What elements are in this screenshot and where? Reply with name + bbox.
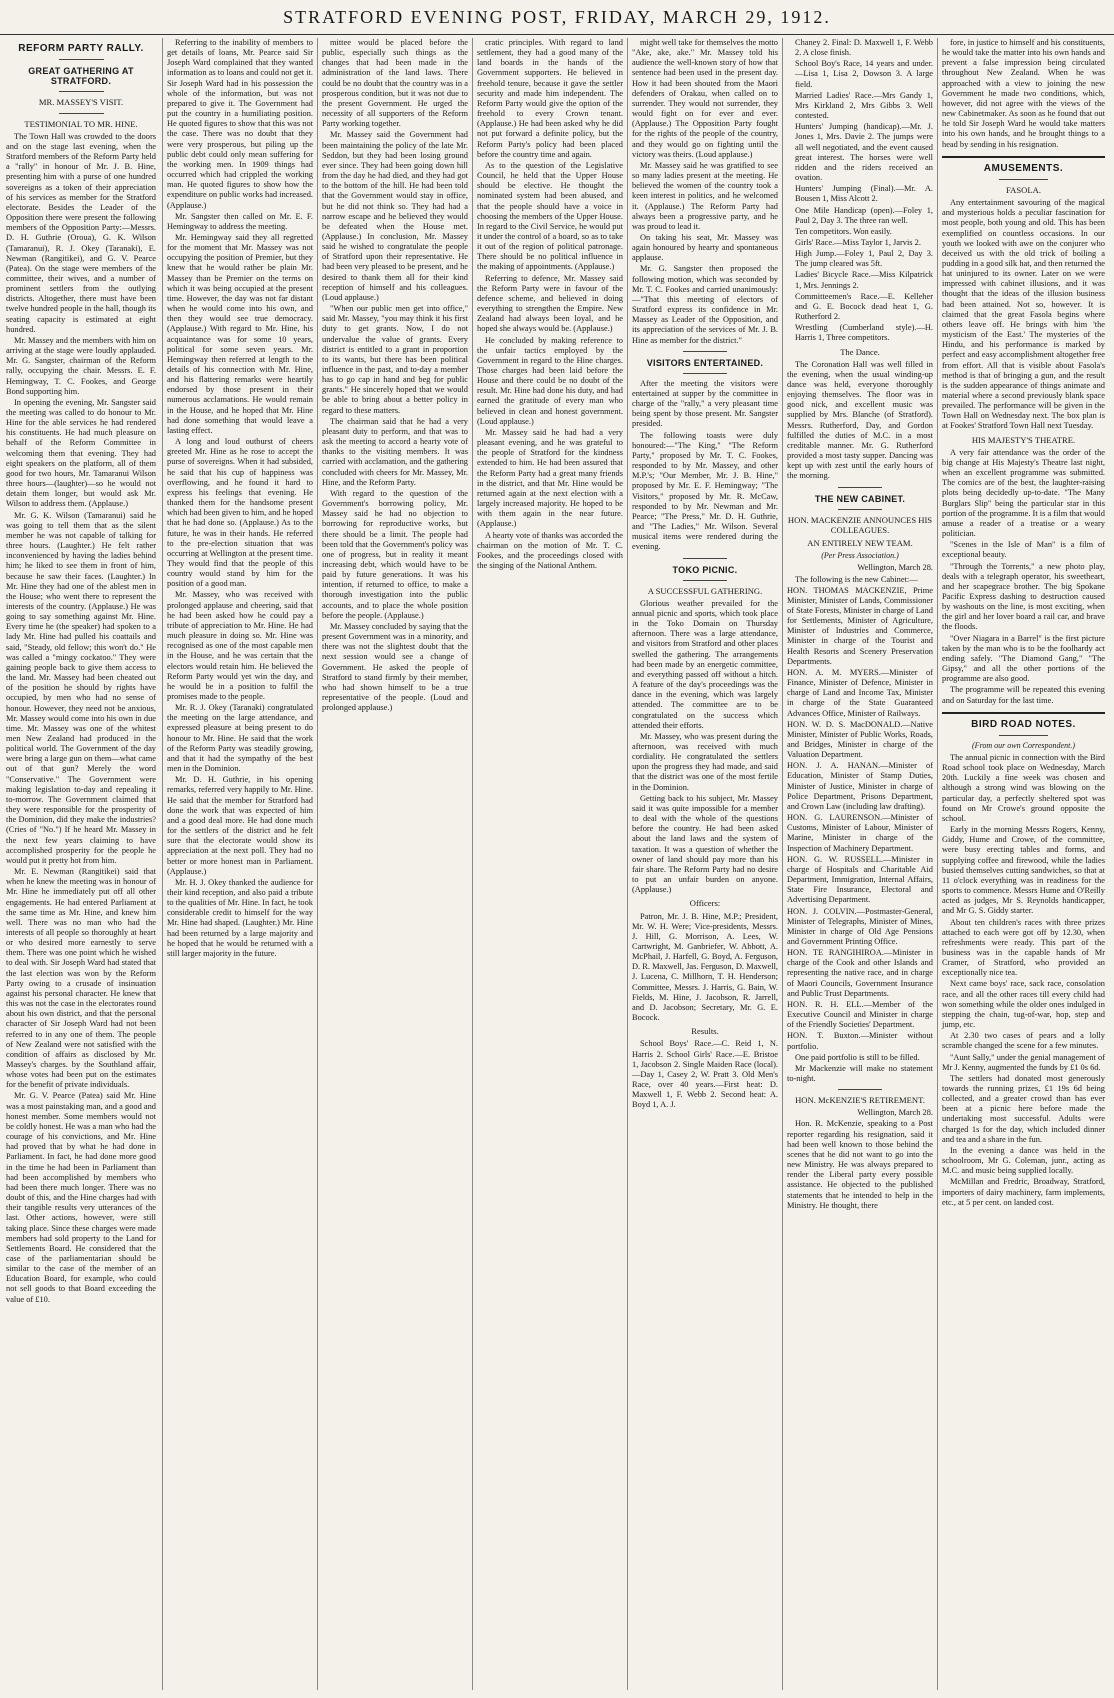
minister-entry: HON. THOMAS MACKENZIE, Prime Minister, Minister of Lands, Commissioner of State Forests, Minister in charge of Land for Settlements, Minister of Agriculture, Minister of Industries and Commerce, Minister in charge of the Tourist and Health Resorts and Scenery Preservation Departments. (787, 585, 933, 666)
minister-entry: HON. J. COLVIN.—Postmaster-General, Minister of Telegraphs, Minister of Mines, Minister in charge of Old Age Pensions and Government Printing Office. (787, 906, 933, 946)
paragraph: Mr. Sangster then called on Mr. E. F. Hemingway to address the meeting. (167, 211, 313, 231)
divider (683, 351, 727, 352)
divider (683, 580, 727, 581)
result-item: Married Ladies' Race.—Mrs Gandy 1, Mrs Kirkland 2, Mrs Gibbs 3. Well contested. (795, 90, 933, 121)
dateline: Wellington, March 28. (857, 1108, 933, 1118)
divider (942, 712, 1105, 714)
column-6 (782, 38, 937, 1690)
result-item: Wrestling (Cumberland style).—H. Harris 1, Three competitors. (795, 323, 933, 343)
result-item: Chaney 2. Final: D. Maxwell 1, F. Webb 2. A close finish. (795, 38, 933, 58)
minister-entry: HON. G. LAURENSON.—Minister of Customs, Minister of Labour, Minister of Marine, Minister in charge of the Inspection of Machinery Department. (787, 813, 933, 853)
paragraph: fore, in justice to himself and his constituents, he would take the matter into his own hands and prevent a false impression being circulated throughout New Zealand. When he was approached with a view to joining the new Government he made two conditions, which, however, did not agree with the views of the new Cabinetmaker. As soon as he found that out he told Sir Joseph Ward he would take matters into his own hands, and he brought things to a head by sending in his resignation. (942, 38, 1105, 149)
column-1 (6, 38, 160, 1690)
paragraph: Mr. Massey said the Government had been maintaining the policy of the late Mr. Seddon, but they had been losing ground ever since. They had been going down hill from the day he had died, and they had got to the bottom of the hill. He had been told that the Government would stay in office, but he did not think so. They had had a narrow escape and he believed they would be defeated when the House met. (Applause.) In conclusion, Mr. Massey said he wished to congratulate the people of Stratford upon their representative. He had been very pleased to be present, and he desired to thank them all for their kind reception of himself and his colleagues. (Loud applause.) (322, 130, 468, 302)
paragraph: "Over Niagara in a Barrel" is the first picture taken by the man who is to be the foolhardy act ending safely. "The Diamond Gang," "The Gipsy," and all the other portions of the programme are also good. (942, 633, 1105, 684)
visitors-heading: VISITORS ENTERTAINED. (646, 357, 764, 368)
paragraph: "When our public men get into office," said Mr. Massey, "you may think it his first duty to get grants. Now, I do not undervalue the value of grants. Every district is entitled to a grant in proportion to its wants, but there has been political influence in the past, and to-day a member has to go cap in hand and beg for public grants." He sincerely hoped that we would be able to bring about a better policy in regard to these matters. (322, 304, 468, 415)
paragraph: On taking his seat, Mr. Massey was again honoured by hearty and spontaneous applause. (632, 232, 778, 263)
result-item: Ladies' Bicycle Race.—Miss Kilpatrick 1, Mrs. Jennings 2. (795, 270, 933, 290)
column-3 (317, 38, 472, 1690)
cabinet-heading: THE NEW CABINET. (814, 493, 906, 504)
paragraph: Mr. Massey and the members with him on arriving at the stage were loudly applauded. Mr. G. Sangster, chairman of the Reform rally, occupying the chair. Messrs. E. F. Hemingway, T. C. Fookes, and George Bond supporting him. (6, 335, 156, 396)
result-item: School Boy's Race, 14 years and under.—Lisa 1, Lisa 2, Dowson 3. A large field. (795, 59, 933, 89)
paragraph: Mr. Massey said he was gratified to see so many ladies present at the meeting. He believed the women of the country took a keen interest in politics, and he welcomed it. (Applause.) The Reform Party had always been a progressive party, and he was proud to lead it. (632, 160, 778, 231)
divider (683, 558, 727, 559)
result-item: Ten competitors. Won easily. (795, 226, 892, 236)
paragraph: One paid portfolio is still to be filled. (795, 1052, 920, 1062)
result-item: Girls' Race.—Miss Taylor 1, Jarvis 2. (795, 237, 921, 247)
paragraph: As to the question of the Legislative Council, he held that the Upper House should be elective. He thought the nominated system had been abused, and that the people should have a voice in choosing the members of the Upper House. In regard to the Civil Service, he would put it under the control of a board, so as to take it out of the region of political patronage. There should be no political influence in the making of appointments. (Applause.) (477, 160, 623, 272)
result-item: Hunters' Jumping (Final).—Mr. A. Bousen 1, Miss Alcott 2. (795, 184, 933, 204)
paragraph: mittee would be placed before the public, especially such things as the changes that had been made in the administration of the land laws. There could be no doubt that the country was in a prosperous condition, but it was not due to the present Government. He urged the necessity of all supporters of the Reform Party working together. (322, 38, 468, 129)
reform-sub2: MR. MASSEY'S VISIT. (38, 97, 124, 108)
minister-entry: HON. T. Buxton.—Minister without portfolio. (787, 1031, 933, 1051)
paragraph: In the evening a dance was held in the schoolroom, Mr G. Coleman, junr., acting as M.C. and music being supplied locally. (942, 1145, 1105, 1176)
paragraph: might well take for themselves the motto "Ake, ake, ake." Mr. Massey told his audience the well-known story of how that sentence had been used in the present day. How it had been shouted from the Maori defenders of Orakau, when called on to surrender. They would not surrender, they would fight on for ever and ever. (Applause.) The Opposition Party fought for the rights of the people of the country, and they would go on fighting until the victory was theirs. (Loud applause.) (632, 38, 778, 159)
toko-subheading: A SUCCESSFUL GATHERING. (647, 585, 763, 596)
paragraph: The annual picnic in connection with the Bird Road school took place on Wednesday, March 20th. Luckily a fine week was chosen and although a strong wind was blowing on the particular day, a perfectly sheltered spot was found on Mr Crowe's ground opposite the school. (942, 753, 1105, 823)
paragraph: Referring to defence, Mr. Massey said the Reform Party were in favour of the defence scheme, and believed in doing everything to strengthen the Empire. New Zealand had always been loyal, and he hoped she always would be. (Applause.) (477, 273, 623, 334)
paragraph: He concluded by making reference to the unfair tactics employed by the Government in regard to the Hine charges. Those charges had been laid before the House and there could be no doubt of the result. Mr. Hine had done his duty, and had earned the gratitude of every man who believed in clean and honest government. (Loud applause.) (477, 335, 623, 426)
paragraph: Mr. Massey, who was received with prolonged applause and cheering, said that he had been asked how he could pay a tribute of appreciation to Mr. Hine. He had much pleasure in doing so. Mr. Hine was recognised as one of the most capable men in the House, and he was certain that the electors would retain him. He believed the Reform Party would yet win the day, and he would be in a position to fulfil the promises made to the people. (167, 590, 313, 701)
divider (999, 179, 1048, 180)
paragraph: Mr. R. J. Okey (Taranaki) congratulated the meeting on the large attendance, and expressed pleasure at being present to do honour to Mr. Hine. He said that the work of the Reform Party was steadily growing, and that it had the sympathy of the best men in the Dominion. (167, 703, 313, 774)
paragraph: Getting back to his subject, Mr. Massey said it was quite impossible for a member to deal with the whole of the questions before the country. He had been asked about the land laws and the system of taxation. It was a question of whether the owner of land should pay more than his fair share. The Reform Party had no desire to put an unfair burden on anyone. (Applause.) (632, 793, 778, 895)
paragraph: With regard to the question of the Government's borrowing policy, Mr. Massey said he had no objection to borrowing for reproductive works, but there should be a limit. The people had been told that the Government's policy was one of progress, but in reality it meant increasing debt, which would have to be paid by future generations. It was his intention, if returned to office, to make a thorough investigation into the public accounts, and to place the whole position before the people. (Applause.) (322, 488, 468, 620)
result-item: One Mile Handicap (open).—Foley 1, Paul 2, Day 3. The three ran well. (795, 205, 933, 225)
paragraph: Glorious weather prevailed for the annual picnic and sports, which took place in the Toko Domain on Thursday afternoon. There was a large attendance, and visitors from Stratford and other places swelled the gathering. The arrangements had been made by an energetic committee, and everything passed off without a hitch. A feature of the day's proceedings was the dance in the evening, which was largely attended. The committee are to be congratulated on the success which attended their efforts. (632, 598, 778, 730)
paragraph: The following toasts were duly honoured:—"The King," "The Reform Party," proposed by Mr. T. C. Fookes, responded to by Mr. Massey, and other M.P.'s; "Our Member, Mr. J. B. Hine," proposed by Mr. E. F. Hemingway; "The Visitors," proposed by Mr. R. McCaw, responded to by Mr. Newman and Mr. Pearce; "The Press," Mr. D. H. Guthrie, and "The Ladies," Mr. Wilson. Several musical items were rendered during the evening. (632, 430, 778, 552)
paragraph: Mr. Massey said he had had a very pleasant evening, and he was grateful to the people of Stratford for the kindness extended to him. He had been assured that the Reform Party had a great many friends in the district, and that Mr. Hine would be returned again at the next election with a largely increased majority. He hoped to be with them again in the near future. (Applause.) (477, 427, 623, 529)
divider (838, 509, 882, 510)
reform-heading: REFORM PARTY RALLY. (18, 43, 144, 54)
paragraph: Mr. G. K. Wilson (Tamaranui) said he was going to tell them that as the silent member he was not capable of talking for three hours. (Laughter.) He felt rather inconvenienced by having the ladies behind him; he liked to see them in front of him, because he saw their faces. (Laughter.) In Mr. Hine they had one of the ablest men in the House; who went there to represent the interests of the country. (Applause.) He was going to say something against Mr. Hine. Every time he (the speaker) had spoken to a lady Mr. Hine had pulled his coattails and said, "Steady, old fellow; this won't do." He was called a "mingy cockatoo." They were gaining people back to give them access to the land. Mr. Massey had been cheated out of the position he should by rights have occupied, by men who had no sense of honour. However, they need not be anxious, Mr. Massey would come into his own in due time. Mr. Massey was one of the whitest men New Zealand had produced in the political world. The Government of the day were bring a large gun on them—what came out of that gun? Merely the word "Conservative." The Government were making legislation to-day and repealing it to-morrow. The Government claimed that they were responsible for the prosperity of the Dominion, did they make the industries? (Cries of "No.") If he heard Mr. Massey in the next few years claiming to have accomplished prosperity for the people he would put it pretty hot from him. (6, 510, 156, 865)
cabinet-sub2: AN ENTIRELY NEW TEAM. (807, 538, 913, 549)
correspondent: (From our own Correspondent.) (972, 740, 1075, 750)
paragraph: The following is the new Cabinet:— (795, 574, 918, 584)
paragraph: Mr. Massey concluded by saying that the present Government was in a minority, and there was not the slightest doubt that the next session would see a change of Government. He asked the people of Stratford to stand firmly by their member, who had shown himself to be a true representative of the people. (Loud and prolonged applause.) (322, 621, 468, 713)
minister-entry: HON. W. D. S. MacDONALD.—Native Minister, Minister of Public Works, Roads, and Bridges, Minister in charge of the Valuation Department. (787, 719, 933, 760)
divider (683, 373, 727, 374)
paragraph: cratic principles. With regard to land settlement, they had a good many of the land boards in the hands of the Government supporters. He believed in freehold tenure, because it gave the settler security and made him independent. The Reform Party would give the option of the freehold to every Crown tenant. (Applause.) He had been asked why he did not put forward a definite policy, but the Reform Party's policy had been placed before the country time and again. (477, 38, 623, 159)
results-list: School Boys' Race.—C. Reid 1, N. Harris 2. School Girls' Race.—E. Bristoe 1, Jacobson 2. Single Maiden Race (local).—Day 1, Casey 2, W. Pratt 3. Old Men's Race, over 40 years.—First heat: D. Maxwell 1, F. Webb 2. Second heat: A. Boyd 1, A. J. (632, 1039, 778, 1110)
paragraph: Mr. H. J. Okey thanked the audience for their kind reception, and also paid a tribute to the qualities of Mr. Hine. In fact, he took considerable credit to himself for the way Mr. Hine had shaped. (Laughter.) Mr. Hine had been returned by a large majority and he hoped that he would be returned with a still larger majority in the future. (167, 877, 313, 958)
paragraph: Early in the morning Messrs Rogers, Kenny, Giddy, Hume and Crowe, of the committee, were busy erecting tables and forms, and supplying coffee and firewood, while the ladies busied themselves cutting sandwiches, so that at 11 o'clock everything was in readiness for the sports to commence. Messrs Hume and O'Reilly acted as judges, Mr S. Reynolds handicapper, and Mr G. S. Giddy starter. (942, 825, 1105, 916)
paragraph: Mr. Hemingway said they all regretted for the moment that Mr. Massey was not occupying the position of Premier, but they knew that he would rather be plain Mr. Massey than be Premier on the terms on which it was being occupied at the present time. However, the day was not far distant when he would come into his own, and then they would see true democracy. (Applause.) With regard to Mr. Hine, his acquaintance was for some 10 years, political for some seven years. Mr. Hemingway then referred at length to the details of his connection with Mr. Hine, and his flattering remarks were heartily endorsed by those present in their numerous acclamations. He would remain in the House, and he hoped that Mr. Hine had done something that would leave a lasting effect. (167, 232, 313, 435)
bird-road-heading: BIRD ROAD NOTES. (971, 718, 1076, 730)
paragraph: In opening the evening, Mr. Sangster said the meeting was called to do honour to Mr. Hine for the able services he had rendered his constituents. He had much pleasure on behalf of the Reform Committee in welcoming them that evening. They had eight speakers on the platform, all of them good for two hours, Mr. Tamaranui Wilson three hours—(laughter)—so he would not detain them longer, but would ask Mr. Wilson to address them. (Applause.) (6, 397, 156, 509)
column-4 (472, 38, 627, 1690)
dance-heading: The Dance. (840, 346, 880, 357)
paragraph: The settlers had donated most generously towards the running prizes, £1 19s 6d being collected, and a greater crowd than has ever been at a picnic here before made the undertaking most successful. Adults were charged 1s for the day, which included dinner and tea and a share in the fun. (942, 1073, 1105, 1144)
divider (838, 1089, 882, 1090)
majesty-heading: HIS MAJESTY'S THEATRE. (971, 434, 1076, 445)
dateline: Wellington, March 28. (857, 563, 933, 573)
paragraph: "Through the Torrents," a new photo play, deals with a telegraph operator, his sweetheart, and her scapegrace brother. The big Spokane Pacific Express dashing to destruction caused by washouts on the line, is most exciting, when the girl and her lover board a rail car, and brave the floods. (942, 561, 1105, 632)
paragraph: The Town Hall was crowded to the doors and on the stage last evening, when the Stratford members of the Reform Party held a "rally" in honour of Mr. J. B. Hine, presenting him with a purse of one hundred sovereigns as a token of their appreciation of his services as member for the Stratford electorate. Besides the Leader of the Opposition there were present the following members of the Opposition Party:—Messrs. D. H. Guthrie (Oroua), G. K. Wilson (Tamaranui), R. J. Okey (Taranaki), E. Newman (Rangitikei), and G. V. Pearce (Patea). On the stage were members of the committee, their wives, and a number of prominent settlers from the outlying districts. Altogether, there must have been twelve hundred people in the hall, though its seating capacity is estimated at eight hundred. (6, 131, 156, 334)
officers-heading: Officers: (689, 898, 721, 909)
divider (59, 59, 104, 60)
paragraph: Mr. E. Newman (Rangitikei) said that when he knew the meeting was in honour of Mr. Hine he immediately put off all other engagements. He had entered Parliament at the same time as Mr. Hine, and knew him well. There was no man who had the interests of all people so thoroughly at heart or who desired more earnestly to serve them. There was one point which he wished to deal with. Sir Joseph Ward had stated that the last election was won by the Reform Party owing to a crusade of insinuation against his personal character. He knew that this was not the case in the electorates round about his own district, and that the personal character of Sir Joseph Ward had not been referred to in any one of them. The people of New Zealand were not satisfied with the condition of affairs as disclosed by Mr. Massey's charges. by the Southland affair, whose votes had been put on the estimates for the benefit of private individuals. (6, 867, 156, 1090)
results-heading: Results. (691, 1026, 719, 1037)
paragraph: Mr. G. Sangster then proposed the following motion, which was seconded by Mr. T. C. Fookes and carried unanimously:—"That this meeting of electors of Stratford express its confidence in Mr. Massey as Leader of the Opposition, and its appreciation of the services of Mr. J. B. Hine as member for the district." (632, 264, 778, 345)
fasola-heading: FASOLA. (1006, 184, 1041, 195)
result-item: High Jump.—Foley 1, Paul 2, Day 3. The jump cleared was 5ft. (795, 249, 933, 269)
paragraph: After the meeting the visitors were entertained at supper by the committee in charge of the "rally," a very pleasant time being spent by those present. Mr. Sangster presided. (632, 378, 778, 429)
result-item: Committeemen's Race.—E. Kelleher and G. E. Bocock dead heat 1, G. Rutherford 2. (795, 291, 933, 322)
paragraph: A long and loud outburst of cheers greeted Mr. Hine as he rose to accept the purse of sovereigns. When it had subsided, he said that his cup of happiness was overflowing, and he found it hard to express his feelings that evening. He thanked them for the handsome present which had been given to him, and he hoped that he had done so. (Applause.) As to the future, he was in their hands. He referred to the pre-election situation that was occurring at Wellington at the present time. They would find that the people of this country would stand by him for the position of a good man. (167, 437, 313, 589)
divider (838, 487, 882, 488)
columns (6, 38, 1108, 1692)
paragraph: The programme will be repeated this evening and on Saturday for the last time. (942, 685, 1105, 705)
divider (999, 735, 1048, 736)
minister-entry: HON. TE RANGIHIROA.—Minister in charge of the Cook and other Islands and representing the native race, and in charge of Maori Councils, Government Insurance and Public Trust Departments. (787, 948, 933, 998)
column-5 (627, 38, 782, 1690)
paragraph: Mr. G. V. Pearce (Patea) said Mr. Hine was a most painstaking man, and a good and honest member. Some members would not be coldly honest. He was a man who had the courage of his convictions, and Mr. Hine had proved that by what he had done in Parliament. In fact, he had done more good in the time he had been in Parliament than had been accomplished by members who had been there much longer. There was no doubt of this, and the Hine charges had with their tangible results very utterances of the last. Other actions, however, were still taking place. Since these charges were made members had sold property to the Land for Settlements Board. He considered that the case of the parliamentarian should be similar to the case of the member of an Education Board, for example, who could not sell goods to that Board exceeding the value of £10. (6, 1091, 156, 1304)
paragraph: Mr. Massey, who was present during the afternoon, was received with much cordiality. He congratulated the settlers upon the progress they had made, and said that the district was one of the most fertile in the Dominion. (632, 731, 778, 792)
minister-entry: HON. R. H. ELL.—Member of the Executive Council and Minister in charge of the Friendly Societies' Department. (787, 999, 933, 1030)
paragraph: Referring to the inability of members to get details of loans, Mr. Pearce said Sir Joseph Ward complained that they wanted information as to loans and could not get it. Sir Joseph Ward had in his possession the whole of the information, but was not prepared to give it. The Government had put the country in a humiliating position. He quoted figures to show that this was not the case. There was no doubt that they were very prosperous, but piling up the public debt could only mean suffering for the working men. In 1909 things had occurred which had crippled the working man. He quoted figures to show how the expenditure on public works had increased. (Applause.) (167, 38, 313, 210)
paragraph: A very fair attendance was the order of the big change at His Majesty's Theatre last night, when an excellent programme was submitted. The comics are of the best, the laughter-raising plots being decidedly up-to-date. "The Many Burglars Slip" being the particular star in this portion of the programme. It is a film that would amuse a reader of a treatise or a weary politician. (942, 447, 1105, 539)
reform-sub1: GREAT GATHERING AT STRATFORD. (28, 66, 134, 87)
result-item: Hunters' Jumping (handicap).—Mr. J. Jones 1, Mrs. Davie 2. The jumps were all well negotiated, and the event caused great interest. The horses were well ridden and the riders received an ovation. (795, 122, 933, 183)
paragraph: Mr. D. H. Guthrie, in his opening remarks, referred very happily to Mr. Hine. He said that the member for Stratford had done the work that was expected of him and a good deal more. He had done much for the settlers of the district and he felt sure that the electorate would show its appreciation at the next poll. They had no better or more honest man in Parliament. (Applause.) (167, 775, 313, 876)
masthead: STRATFORD EVENING POST, FRIDAY, MARCH 29, 1912. (0, 0, 1114, 35)
paragraph: The Coronation Hall was well filled in the evening, when the usual winding-up dance was held, everyone thoroughly enjoying themselves. The floor was in good nick, and excellent music was supplied by Mrs. Blanche (of Stratford). Messrs. Rutherford, Day, and Gordon fulfilled the duties of M.C. in a most creditable manner. Mr. G. Rutherford provided a most tasty supper. Dancing was kept up with zest until the early hours of the morning. (787, 359, 933, 481)
retirement-heading: HON. McKENZIE'S RETIREMENT. (795, 1095, 925, 1106)
reform-sub3: TESTIMONIAL TO MR. HINE. (24, 118, 138, 129)
paragraph: Any entertainment savouring of the magical and mysterious holds a peculiar fascination for most people, both young and old. This has been exemplified on countless occasions. In our youth we looked with awe on the conjurer who deceived us with the old trick of boiling a pudding in a good silk hat, and then returned the hat uninjured to its owner. Later on we were impressed with cabinet illusions, and it was thought that the ideas of the illusion business had been attained. Not so, however. It is claimed that the great Fasola begins where others leave off. He brings with him 'the mysticism of the East.' The mysteries of the Hindu, and his performance is marked by perfect and easy accomplishment altogether free from effort. All that is visible about Fasola's method is that of bringing a gun, and the result is the sudden appearance of things animate and material where a second previously blank space prevailed. The performance will be given in the Town Hall on Wednesday next. The box plan is at Fookes' Stratford Town Hall next Tuesday. (942, 198, 1105, 431)
paragraph: A hearty vote of thanks was accorded the chairman on the motion of Mr. T. C. Fookes, and the proceedings closed with the singing of the National Anthem. (477, 530, 623, 570)
column-2 (162, 38, 317, 1690)
divider (59, 91, 104, 92)
paragraph: About ten children's races with three prizes attached to each were got off by 12.30, when refreshments were ready. This part of the business was in the capable hands of Mr Cramer, of Stratford, who provided an exceptionally nice tea. (942, 917, 1105, 978)
paragraph: At 2.30 two cases of pears and a lolly scramble changed the scene for a few minutes. (942, 1031, 1105, 1051)
column-7 (937, 38, 1109, 1690)
divider (942, 156, 1105, 158)
minister-entry: HON. A. M. MYERS.—Minister of Finance, Minister of Defence, Minister in charge of Land and Income Tax, Minister in charge of the State Guaranteed Advances Office, Minister of Railways. (787, 667, 933, 718)
paragraph: "Scenes in the Isle of Man" is a film of exceptional beauty. (942, 540, 1105, 560)
paragraph: McMillan and Fredric, Broadway, Stratford, importers of dairy machinery, farm implements, etc., at 5 per cent. on landed cost. (942, 1177, 1105, 1207)
paragraph: "Aunt Sally," under the genial management of Mr J. Kenny, augmented the funds by £1 0s 6d. (942, 1052, 1105, 1072)
toko-heading: TOKO PICNIC. (672, 564, 738, 575)
press-association: (Per Press Association.) (821, 551, 899, 561)
amusements-heading: AMUSEMENTS. (983, 162, 1064, 174)
minister-entry: HON. J. A. HANAN.—Minister of Education, Minister of Stamp Duties, Minister of Justice, Minister in charge of Police Department, Prisons Department, and Crown Law (including law drafting). (787, 761, 933, 811)
minister-entry: HON. G. W. RUSSELL.—Minister in charge of Hospitals and Charitable Aid Department, Immigration, Internal Affairs, State Fire Insurance, Electoral and Advertising Department. (787, 854, 933, 905)
officers-list: Patron, Mr. J. B. Hine, M.P.; President, Mr. W. H. Were; Vice-presidents, Messrs. J. Hill, G. Morrison, A. Lees, W. Cartwright, M. Ganbriefer, W. Abbott, A. McPhail, J. Harfell, G. Boyd, A. Ferguson, D. R. Maxwell, Jas. Ferguson, D. Maxwell, J. Lucena, C. Millhorn, T. H. Henderson; Committee, Messrs. J. Harris, G. Bain, W. Fields, M. Hine, J. Jacobson, R. Jarrell, and D. Jacobson; Secretary, Mr. G. E. Bocock. (632, 911, 778, 1023)
paragraph: Hon. R. McKenzie, speaking to a Post reporter regarding his resignation, said it had been well known to those behind the scenes that he did not want to go into the new Ministry. He was always prepared to render the Liberal party every possible assistance. He objected to the published statements that he intended to help in the Ministry. He thought, there (787, 1119, 933, 1210)
divider (59, 113, 104, 114)
paragraph: Next came boys' race, sack race, consolation race, and all the other races till every child had won something while the older ones indulged in stepping the chain, tug-of-war, hop, step and jump, etc. (942, 979, 1105, 1030)
cabinet-sub1: HON. MACKENZIE ANNOUNCES HIS COLLEAGUES. (787, 514, 933, 535)
paragraph: Mr Mackenzie will make no statement to-night. (787, 1063, 933, 1083)
paragraph: The chairman said that he had a very pleasant duty to perform, and that was to ask the meeting to accord a hearty vote of thanks to the visiting members. It was carried with acclamation, and the gathering concluded with cheers for Mr. Massey, Mr. Hine, and the Reform Party. (322, 416, 468, 487)
